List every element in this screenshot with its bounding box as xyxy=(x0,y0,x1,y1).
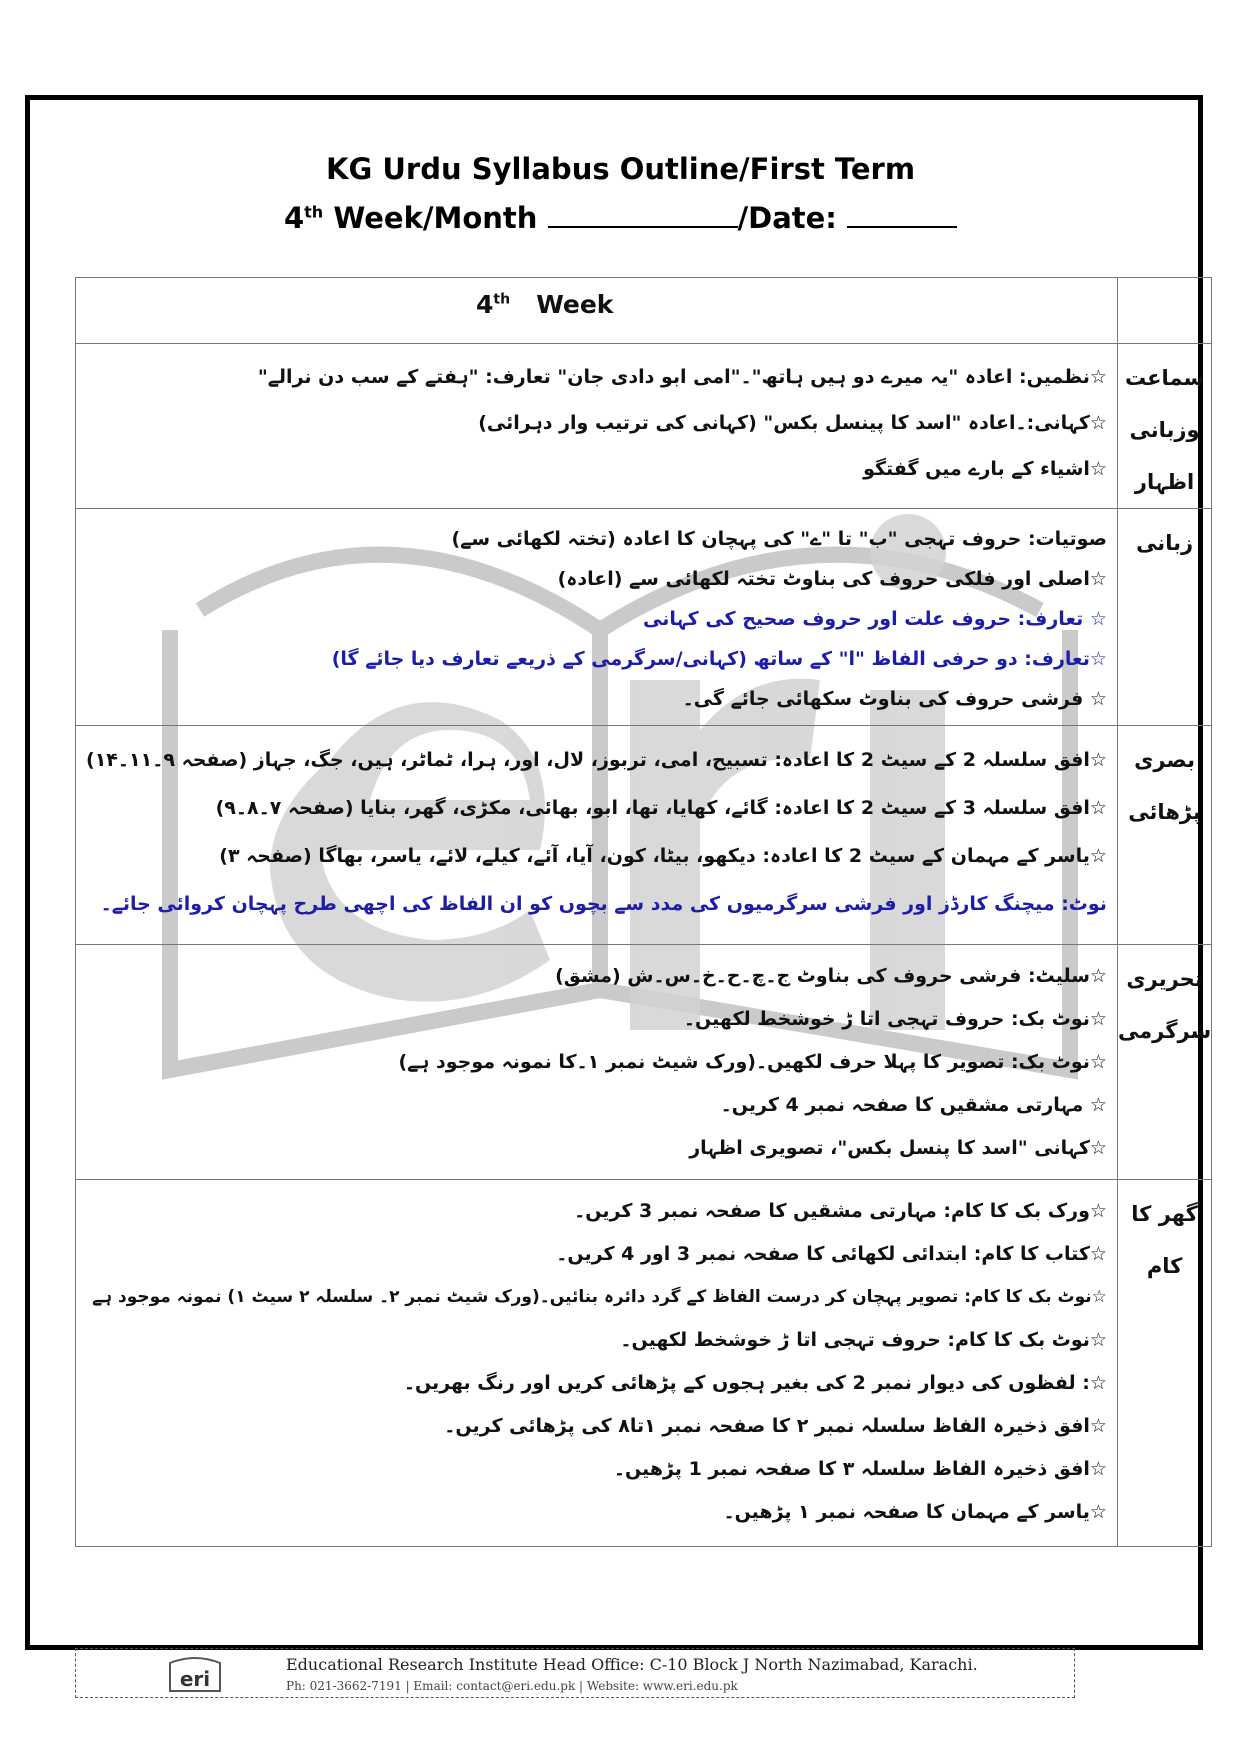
header-week-month-label: Week/Month xyxy=(333,201,538,235)
table-row xyxy=(76,1180,1212,1547)
empty-label-cell xyxy=(1117,278,1211,344)
list-item: ☆ مہارتی مشقیں کا صفحہ نمبر 4 کریں۔ xyxy=(720,1094,1107,1116)
header-week-suffix: th xyxy=(304,202,324,222)
list-item: ☆ تعارف: حروف علت اور حروف صحیح کی کہانی xyxy=(643,608,1107,630)
row-label: سماعت وزبانی اظہار xyxy=(1117,344,1211,509)
table-row xyxy=(76,945,1212,1180)
list-item: ☆کہانی:۔اعادہ "اسد کا پینسل بکس" (کہانی کی ترتیب وار دہرائی) xyxy=(478,412,1107,434)
week-date-line xyxy=(0,201,1241,235)
list-item: ☆افق سلسلہ 3 کے سیٹ 2 کا اعادہ: گائے، کھایا، تھا، ابو، بھائی، مکڑی، گھر، بنایا (صفحہ ۷۔۸۔۹) xyxy=(215,797,1107,819)
list-item: ☆افق سلسلہ 2 کے سیٹ 2 کا اعادہ: تسبیح، امی، تربوز، لال، اور، ہرا، ٹماٹر، ہیں، جگ، جہاز (صفحہ ۹۔۱۱۔۱۴) xyxy=(86,749,1107,771)
week-heading-cell xyxy=(76,278,1118,344)
list-item: ☆سلیٹ: فرشی حروف کی بناوٹ ج۔چ۔ح۔خ۔س۔ش (مشق) xyxy=(555,965,1107,987)
list-item: ☆کہانی "اسد کا پنسل بکس"، تصویری اظہار xyxy=(689,1137,1107,1159)
list-item: ☆ فرشی حروف کی بناوٹ سکھائی جائے گی۔ xyxy=(682,688,1107,710)
header-week-number: 4 xyxy=(283,201,305,235)
list-item: ☆افق ذخیرہ الفاظ سلسلہ نمبر ۲ کا صفحہ نمبر ۱تا۸ کی پڑھائی کریں۔ xyxy=(444,1415,1107,1437)
list-item: ☆یاسر کے مہمان کے سیٹ 2 کا اعادہ: دیکھو، بیٹا، کون، آیا، آئے، کیلے، لائے، یاسر، بھاگا (صفحہ ۳) xyxy=(219,845,1107,867)
row-label: گھر کا کام xyxy=(1117,1180,1211,1547)
list-item: ☆یاسر کے مہمان کا صفحہ نمبر ۱ پڑھیں۔ xyxy=(723,1501,1107,1523)
syllabus-table xyxy=(75,277,1212,1547)
list-item: ☆نوٹ بک: تصویر کا پہلا حرف لکھیں۔(ورک شیٹ نمبر ۱۔کا نمونہ موجود ہے) xyxy=(398,1051,1107,1073)
list-item: ☆کتاب کا کام: ابتدائی لکھائی کا صفحہ نمبر 3 اور 4 کریں۔ xyxy=(556,1243,1107,1265)
row-content xyxy=(76,1180,1118,1547)
month-blank xyxy=(548,225,738,228)
footer-address: Educational Research Institute Head Office: C-10 Block J North Nazimabad, Karachi. xyxy=(286,1655,978,1674)
list-item: نوٹ: میچنگ کارڈز اور فرشی سرگرمیوں کی مدد سے بچوں کو ان الفاظ کی اچھی طرح پہچان کروائی جائے۔ xyxy=(100,893,1107,915)
row-label: تحریری سرگرمی xyxy=(1117,945,1211,1180)
footer-contact: Ph: 021-3662-7191 | Email: contact@eri.edu.pk | Website: www.eri.edu.pk xyxy=(286,1679,738,1693)
list-item: ☆تعارف: دو حرفی الفاظ "ا" کے ساتھ (کہانی/سرگرمی کے ذریعے تعارف دیا جائے گا) xyxy=(331,648,1107,670)
date-blank xyxy=(847,225,957,228)
table-row xyxy=(76,509,1212,726)
table-week-suffix: th xyxy=(493,291,511,308)
list-item: ☆ورک بک کا کام: مہارتی مشقیں کا صفحہ نمبر 3 کریں۔ xyxy=(574,1200,1107,1222)
date-label: /Date: xyxy=(737,201,837,235)
row-label: زبانی xyxy=(1117,509,1211,726)
table-row xyxy=(76,344,1212,509)
table-row xyxy=(76,726,1212,945)
list-item: صوتیات: حروف تہجی "ب" تا "ے" کی پہچان کا اعادہ (تختہ لکھائی سے) xyxy=(451,528,1107,550)
list-item: ☆نوٹ بک کا کام: حروف تہجی اتا ڑ خوشخط لکھیں۔ xyxy=(620,1329,1107,1351)
list-item: ☆افق ذخیرہ الفاظ سلسلہ ۳ کا صفحہ نمبر 1 پڑھیں۔ xyxy=(613,1458,1107,1480)
row-content xyxy=(76,726,1118,945)
footer xyxy=(75,1648,1075,1698)
document-title: KG Urdu Syllabus Outline/First Term xyxy=(325,152,916,186)
eri-logo xyxy=(166,1655,224,1693)
table-week-label: Week xyxy=(536,290,614,319)
footer-logo-text: eri xyxy=(179,1667,211,1691)
list-item: ☆نوٹ بک کا کام: تصویر پہچان کر درست الفاظ کے گرد دائرہ بنائیں۔(ورک شیٹ نمبر ۲۔ سلسلہ ۲ سیٹ ۱) نمونہ موجود ہے xyxy=(92,1287,1107,1307)
list-item: ☆: لفظوں کی دیوار نمبر 2 کی بغیر ہجوں کے پڑھائی کریں اور رنگ بھریں۔ xyxy=(403,1372,1107,1394)
row-content xyxy=(76,945,1118,1180)
list-item: ☆نوٹ بک: حروف تہجی اتا ڑ خوشخط لکھیں۔ xyxy=(683,1008,1107,1030)
row-content xyxy=(76,344,1118,509)
list-item: ☆اصلی اور فلکی حروف کی بناوٹ تختہ لکھائی سے (اعادہ) xyxy=(557,568,1107,590)
list-item: ☆نظمیں: اعادہ "یہ میرے دو ہیں ہاتھ"۔"امی ابو دادی جان" تعارف: "ہفتے کے سب دن نرالے" xyxy=(257,366,1107,388)
list-item: ☆اشیاء کے بارے میں گفتگو xyxy=(863,458,1107,480)
row-label: بصری پڑھائی xyxy=(1117,726,1211,945)
table-week-number: 4 xyxy=(476,290,494,319)
row-content xyxy=(76,509,1118,726)
